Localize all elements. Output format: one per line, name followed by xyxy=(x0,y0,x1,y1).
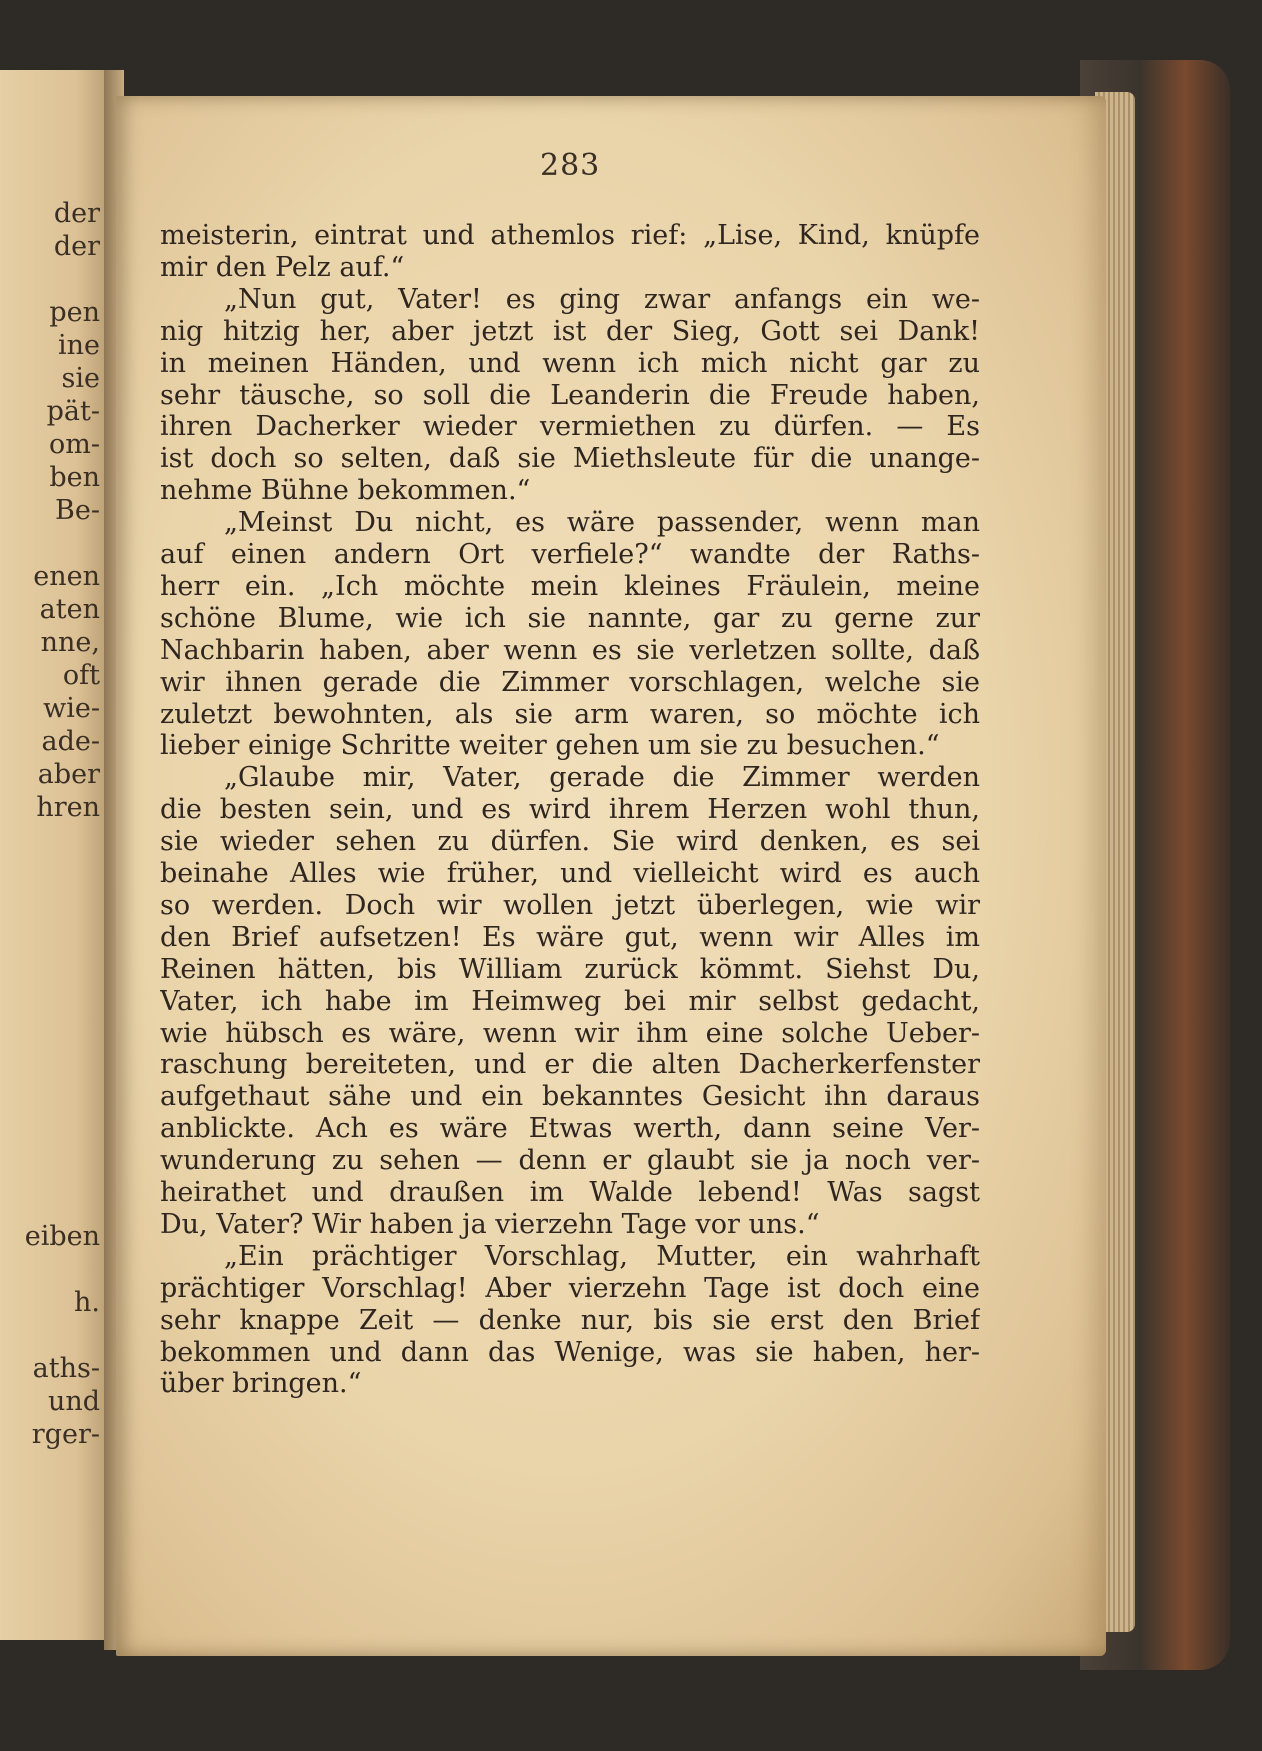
text-line: ihren Dacherker wieder vermiethen zu dürfen. — Es xyxy=(160,411,980,443)
left-page-fragment: aten xyxy=(39,594,100,625)
left-page-fragment: sie xyxy=(61,363,100,394)
text-line: „Meinst Du nicht, es wäre passender, wenn man xyxy=(224,507,980,539)
page-number: 283 xyxy=(540,148,601,183)
left-page-fragment: enen xyxy=(33,561,100,592)
text-line: wir ihnen gerade die Zimmer vorschlagen, welche sie xyxy=(160,666,980,698)
text-line: sehr täusche, so soll die Leanderin die Freude haben, xyxy=(160,379,980,411)
left-page-fragment: om- xyxy=(49,429,100,460)
text-line: Vater, ich habe im Heimweg bei mir selbst gedacht, xyxy=(160,985,980,1017)
left-page-fragment: aths- xyxy=(32,1353,100,1384)
text-line: mir den Pelz auf.“ xyxy=(160,251,405,283)
text-line: nehme Bühne bekommen.“ xyxy=(160,475,531,507)
text-line: so werden. Doch wir wollen jetzt überlegen, wie wir xyxy=(160,889,980,921)
text-line: meisterin, eintrat und athemlos rief: „Lise, Kind, knüpfe xyxy=(160,220,980,251)
text-line: wunderung zu sehen — denn er glaubt sie ja noch ver- xyxy=(160,1145,980,1177)
text-line: über bringen.“ xyxy=(160,1368,362,1400)
left-page-fragment: der xyxy=(53,198,100,229)
text-line: Nachbarin haben, aber wenn es sie verletzen sollte, daß xyxy=(160,634,980,666)
left-page-fragment: h. xyxy=(74,1287,100,1318)
left-page-fragment: rger- xyxy=(31,1419,100,1450)
text-line: sie wieder sehen zu dürfen. Sie wird denken, es sei xyxy=(160,826,980,858)
left-page-fragment: eiben xyxy=(24,1221,100,1252)
left-page-fragment: pen xyxy=(49,297,100,328)
text-line: raschung bereiteten, und er die alten Dacherkerfenster xyxy=(160,1049,980,1081)
left-page-fragment: und xyxy=(47,1386,100,1417)
left-page-fragment: aber xyxy=(37,759,100,790)
left-page-fragment: ben xyxy=(49,462,100,493)
left-page xyxy=(0,70,110,1640)
left-page-fragment: pät- xyxy=(46,396,100,427)
left-page-fragment: nne, xyxy=(40,627,100,658)
left-page-fragment: ine xyxy=(57,330,100,361)
left-page-fragment: ade- xyxy=(41,726,100,757)
text-line: aufgethaut sähe und ein bekanntes Gesicht ihn daraus xyxy=(160,1081,980,1113)
text-line: auf einen andern Ort verfiele?“ wandte der Raths- xyxy=(160,539,980,570)
text-line: die besten sein, und es wird ihrem Herzen wohl thun, xyxy=(160,794,980,826)
text-line: herr ein. „Ich möchte mein kleines Fräulein, meine xyxy=(160,570,980,602)
text-line: heirathet und draußen im Walde lebend! Was sagst xyxy=(160,1177,980,1208)
left-page-fragment: hren xyxy=(36,792,100,823)
text-line: anblickte. Ach es wäre Etwas werth, dann seine Ver- xyxy=(160,1113,980,1145)
text-line: bekommen und dann das Wenige, was sie haben, her- xyxy=(160,1336,980,1368)
text-line: „Ein prächtiger Vorschlag, Mutter, ein wahrhaft xyxy=(224,1240,980,1272)
left-page-fragment: Be- xyxy=(55,495,100,526)
text-line: nig hitzig her, aber jetzt ist der Sieg, Gott sei Dank! xyxy=(160,315,980,347)
text-line: „Glaube mir, Vater, gerade die Zimmer werden xyxy=(224,762,980,794)
left-page-fragment: der xyxy=(53,231,100,262)
text-line: schöne Blume, wie ich sie nannte, gar zu gerne zur xyxy=(160,602,980,634)
text-line: in meinen Händen, und wenn ich mich nicht gar zu xyxy=(160,347,980,379)
left-page-fragment: oft xyxy=(62,660,100,691)
text-line: ist doch so selten, daß sie Miethsleute für die unange- xyxy=(160,443,980,475)
text-line: wie hübsch es wäre, wenn wir ihm eine solche Ueber- xyxy=(160,1017,980,1049)
text-line: beinahe Alles wie früher, und vielleicht wird es auch xyxy=(160,858,980,889)
text-line: zuletzt bewohnten, als sie arm waren, so möchte ich xyxy=(160,698,980,730)
text-line: Reinen hätten, bis William zurück kömmt. Siehst Du, xyxy=(160,953,980,985)
text-line: lieber einige Schritte weiter gehen um sie zu besuchen.“ xyxy=(160,730,940,762)
text-line: prächtiger Vorschlag! Aber vierzehn Tage ist doch eine xyxy=(160,1272,980,1304)
text-line: „Nun gut, Vater! es ging zwar anfangs ein we- xyxy=(224,283,980,315)
left-page-fragment: wie- xyxy=(43,693,100,724)
text-line: Du, Vater? Wir haben ja vierzehn Tage vor uns.“ xyxy=(160,1208,820,1240)
text-line: sehr knappe Zeit — denke nur, bis sie erst den Brief xyxy=(160,1304,980,1336)
text-line: den Brief aufsetzen! Es wäre gut, wenn wir Alles im xyxy=(160,921,980,953)
